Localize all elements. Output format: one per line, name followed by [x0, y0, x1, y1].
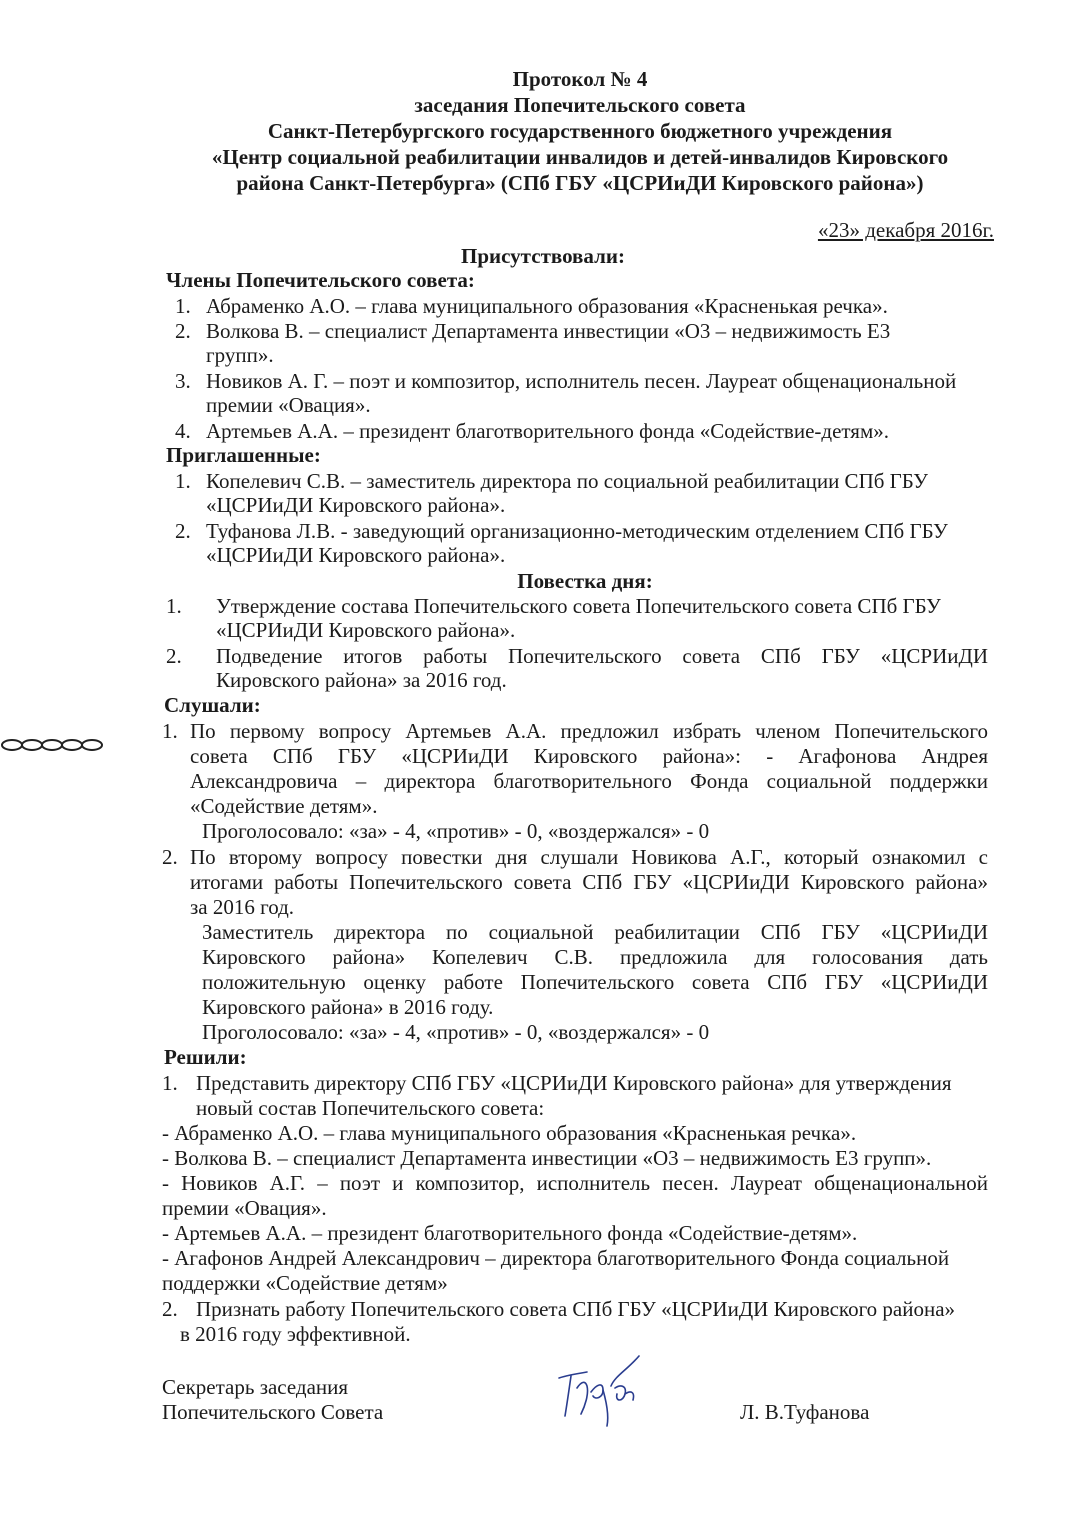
invited-number: 1.	[175, 469, 191, 493]
agenda-line: Кировского района» за 2016 год.	[216, 668, 507, 692]
heard-number: 1.	[162, 719, 178, 743]
council-member-line: поддержки «Содействие детям»	[162, 1271, 448, 1295]
heard-line: совета СПб ГБУ «ЦСРИиДИ Кировского района»: - Агафонова Андрея	[190, 744, 988, 768]
council-member-line: - Новиков А.Г. – поэт и композитор, исполнитель песен. Лауреат общенациональной	[162, 1171, 988, 1195]
council-member-line: премии «Овация».	[162, 1196, 327, 1220]
protocol-date: «23» декабря 2016г.	[817, 218, 994, 242]
secretary-role-line2: Попечительского Совета	[162, 1400, 384, 1424]
heard-line: По второму вопросу повестки дня слушали Новикова А.Г., который ознакомил с	[190, 845, 988, 869]
secretary-name: Л. В.Туфанова	[740, 1400, 870, 1424]
member-line: премии «Овация».	[206, 393, 371, 417]
heard-line: итогами работы Попечительского совета СПб ГБУ «ЦСРИиДИ Кировского района»	[190, 870, 988, 894]
member-number: 3.	[175, 369, 191, 393]
decided-line: в 2016 году эффективной.	[180, 1322, 411, 1346]
decided-line: новый состав Попечительского совета:	[196, 1096, 545, 1120]
institution-line: Санкт-Петербургского государственного бюджетного учреждения	[267, 119, 893, 143]
member-number: 4.	[175, 419, 191, 443]
heard-number: 2.	[162, 845, 178, 869]
agenda-number: 2.	[166, 644, 182, 668]
council-member-line: - Волкова В. – специалист Департамента инвестиции «О3 – недвижимость Е3 групп».	[162, 1146, 932, 1170]
member-line: Артемьев А.А. – президент благотворительного фонда «Содействие-детям».	[206, 419, 890, 443]
agenda-line: Подведение итогов работы Попечительского совета СПб ГБУ «ЦСРИиДИ	[216, 644, 988, 668]
members-heading: Члены Попечительского совета:	[166, 268, 475, 292]
invited-line: «ЦСРИиДИ Кировского района».	[206, 493, 506, 517]
heard-line: за 2016 год.	[190, 895, 295, 919]
protocol-subtitle: заседания Попечительского совета	[414, 93, 746, 117]
agenda-line: Утверждение состава Попечительского совета Попечительского совета СПб ГБУ	[216, 594, 941, 618]
agenda-line: «ЦСРИиДИ Кировского района».	[216, 618, 516, 642]
document-header	[140, 66, 1020, 196]
institution-name-line2: района Санкт-Петербурга» (СПб ГБУ «ЦСРИиДИ Кировского района»)	[236, 171, 924, 195]
invited-line: «ЦСРИиДИ Кировского района».	[206, 543, 506, 567]
member-number: 1.	[175, 294, 191, 318]
decided-line: Признать работу Попечительского совета СПб ГБУ «ЦСРИиДИ Кировского района»	[196, 1297, 956, 1321]
present-heading: Присутствовали:	[461, 244, 625, 268]
member-line: Абраменко А.О. – глава муниципального образования «Красненькая речка».	[206, 294, 888, 318]
vote-result: Проголосовало: «за» - 4, «против» - 0, «воздержался» - 0	[202, 1020, 710, 1044]
heard-paragraph-line: Кировского района» Копелевич С.В. предложила для голосования дать	[202, 945, 988, 969]
member-number: 2.	[175, 319, 191, 343]
member-line: групп».	[206, 343, 274, 367]
binder-hole-marks	[0, 734, 110, 756]
agenda-heading: Повестка дня:	[517, 569, 653, 593]
heard-paragraph-line: положительную оценку работе Попечительского совета СПб ГБУ «ЦСРИиДИ	[202, 970, 988, 994]
invited-heading: Приглашенные:	[166, 443, 321, 467]
decided-heading: Решили:	[164, 1045, 247, 1069]
invited-line: Туфанова Л.В. - заведующий организационно-методическим отделением СПб ГБУ	[206, 519, 948, 543]
vote-result: Проголосовало: «за» - 4, «против» - 0, «воздержался» - 0	[202, 819, 710, 843]
decided-line: Представить директору СПб ГБУ «ЦСРИиДИ Кировского района» для утверждения	[196, 1071, 952, 1095]
agenda-number: 1.	[166, 594, 182, 618]
member-line: Новиков А. Г. – поэт и композитор, исполнитель песен. Лауреат общенациональной	[206, 369, 957, 393]
heard-paragraph-line: Кировского района» в 2016 году.	[202, 995, 494, 1019]
secretary-role-line1: Секретарь заседания	[162, 1375, 349, 1399]
decided-number: 1.	[162, 1071, 178, 1095]
heard-paragraph-line: Заместитель директора по социальной реабилитации СПб ГБУ «ЦСРИиДИ	[202, 920, 988, 944]
council-member-line: - Агафонов Андрей Александрович – директора благотворительного Фонда социальной	[162, 1246, 950, 1270]
heard-line: «Содействие детям».	[190, 794, 378, 818]
council-member-line: - Абраменко А.О. – глава муниципального образования «Красненькая речка».	[162, 1121, 857, 1145]
invited-line: Копелевич С.В. – заместитель директора по социальной реабилитации СПб ГБУ	[206, 469, 928, 493]
protocol-title: Протокол № 4	[512, 67, 648, 91]
member-line: Волкова В. – специалист Департамента инвестиции «О3 – недвижимость Е3	[206, 319, 891, 343]
council-member-line: - Артемьев А.А. – президент благотворительного фонда «Содействие-детям».	[162, 1221, 858, 1245]
heard-heading: Слушали:	[164, 693, 261, 717]
heard-line: Александровича – директора благотворительного Фонда социальной поддержки	[190, 769, 988, 793]
decided-number: 2.	[162, 1297, 178, 1321]
heard-line: По первому вопросу Артемьев А.А. предложил избрать членом Попечительского	[190, 719, 988, 743]
handwritten-signature	[545, 1348, 655, 1428]
institution-name-line1: «Центр социальной реабилитации инвалидов и детей-инвалидов Кировского	[211, 145, 949, 169]
invited-number: 2.	[175, 519, 191, 543]
